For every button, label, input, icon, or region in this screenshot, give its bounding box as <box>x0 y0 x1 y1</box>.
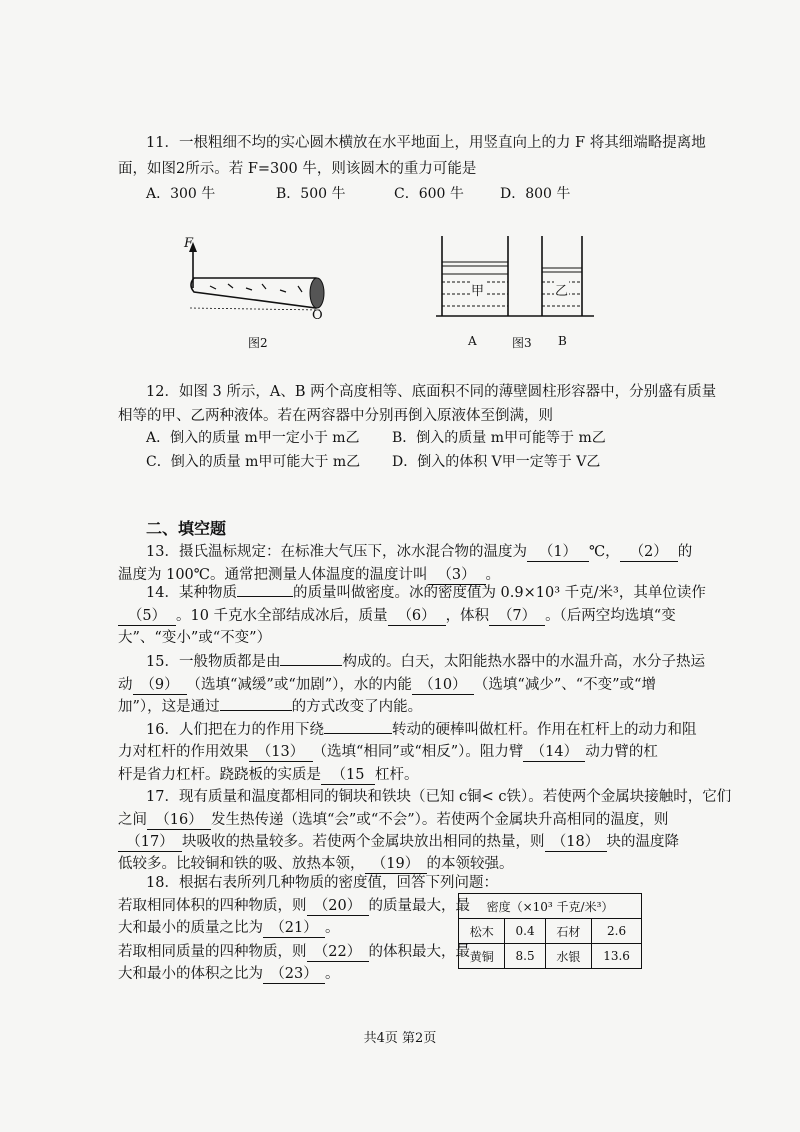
q11-option-a: A．300 牛 <box>146 186 216 202</box>
q12-option-d: D．倒入的体积 V甲一定等于 V乙 <box>392 454 601 470</box>
figure-3-liquid-jia: 甲 <box>470 280 485 299</box>
blank-17: （17） <box>118 834 182 852</box>
figure-3-container-b: B <box>558 334 567 348</box>
q12-stem-line1: 12．如图 3 所示，A、B 两个高度相等、底面积不同的薄壁圆柱形容器中，分别盛有质量 <box>146 384 717 400</box>
table-cell: 8.5 <box>505 944 545 969</box>
q11-option-b: B．500 牛 <box>276 186 346 202</box>
density-table <box>458 893 642 969</box>
q12-option-b: B．倒入的质量 m甲可能等于 m乙 <box>392 430 606 446</box>
figure-3-caption: 图3 <box>512 336 532 350</box>
figure-2-pivot-label: O <box>312 308 323 323</box>
q18-line2: 大和最小的质量之比为 （21） 。 <box>118 920 340 936</box>
q16-line3: 杆是省力杠杆。跷跷板的实质是 （15 杠杆。 <box>118 767 419 783</box>
table-row <box>459 944 642 969</box>
q11-stem-line2: 面，如图2所示。若 F=300 牛，则该圆木的重力可能是 <box>118 161 477 177</box>
q17-line3: （17） 块吸收的热量较多。若使两个金属块放出相同的热量，则 （18） 块的温度降 <box>118 832 679 852</box>
blank-2: （2） <box>620 544 678 562</box>
q17-line4: 低较多。比较铜和铁的吸、放热本领， （19） 的本领较强。 <box>118 856 514 872</box>
q18-stem: 18．根据右表所列几种物质的密度值，回答下列问题： <box>146 875 498 891</box>
table-cell: 13.6 <box>592 944 642 969</box>
q11-option-c: C．600 牛 <box>394 186 464 202</box>
q14-line2: （5） 。10 千克水全部结成冰后，质量 （6） ，体积 （7） 。（后两空均选填“变 <box>118 606 676 626</box>
table-cell: 黄铜 <box>459 944 505 969</box>
q18-line4: 大和最小的体积之比为 （23） 。 <box>118 966 340 982</box>
q11-stem-line1: 11．一根粗细不均的实心圆木横放在水平地面上，用竖直向上的力 F 将其细端略提离地 <box>146 135 706 151</box>
section-fill-in-title: 二、填空题 <box>146 519 227 538</box>
figure-3-container-a: A <box>468 334 477 348</box>
q13-line1: 13．摄氏温标规定：在标准大气压下，冰水混合物的温度为 （1） ℃， （2） 的 <box>146 544 693 560</box>
blank-9: （9） <box>133 677 187 695</box>
q17-line2: 之间 （16） 发生热传递（选填“会”或“不会”）。若使两个金属块升高相同的温度，则 <box>118 812 669 828</box>
blank-4 <box>237 596 293 597</box>
blank-20: （20） <box>307 898 369 916</box>
blank-5: （5） <box>118 608 176 626</box>
q13-line2: 温度为 100℃。通常把测量人体温度的温度计叫 （3） 。 <box>118 567 501 583</box>
q16-line1: 16．人们把在力的作用下绕 转动的硬棒叫做杠杆。作用在杠杆上的动力和阻 <box>146 722 697 738</box>
q12-stem-line2: 相等的甲、乙两种液体。若在两容器中分别再倒入原液体至倒满，则 <box>118 408 553 424</box>
table-cell: 0.4 <box>505 919 545 944</box>
table-cell: 松木 <box>459 919 505 944</box>
blank-1: （1） <box>527 544 589 562</box>
blank-13: （13） <box>249 744 313 762</box>
q12-option-c: C．倒入的质量 m甲可能大于 m乙 <box>146 454 361 470</box>
blank-21: （21） <box>263 920 325 938</box>
q18-line3: 若取相同质量的四种物质，则 （22） 的体积最大，最 <box>118 944 470 960</box>
blank-3: （3） <box>428 567 486 585</box>
blank-15: （15 <box>321 767 375 785</box>
figure-3-liquid-yi: 乙 <box>554 280 569 299</box>
q15-line1: 15．一般物质都是由 构成的。白天，太阳能热水器中的水温升高，水分子热运 <box>146 654 705 670</box>
blank-19: （19） <box>365 856 427 874</box>
q14-line3: 大”、“变小”或“不变”） <box>118 630 272 646</box>
blank-11 <box>220 710 292 711</box>
page-footer: 共4页 第2页 <box>363 1031 437 1046</box>
table-cell: 2.6 <box>592 919 642 944</box>
blank-12 <box>324 733 392 734</box>
blank-22: （22） <box>307 944 369 962</box>
blank-8 <box>280 665 342 666</box>
blank-23: （23） <box>263 966 325 984</box>
q17-line1: 17．现有质量和温度都相同的铜块和铁块（已知 c铜< c铁）。若使两个金属块接触时，它们 <box>146 789 732 805</box>
q15-line3: 加”），这是通过 的方式改变了内能。 <box>118 699 423 715</box>
q12-option-a: A．倒入的质量 m甲一定小于 m乙 <box>146 430 360 446</box>
blank-6: （6） <box>388 608 446 626</box>
figure-2-caption: 图2 <box>248 336 268 350</box>
q15-line2: 动 （9） （选填“减缓”或“加剧”），水的内能 （10） （选填“减少”、“不变”或“增 <box>118 677 656 693</box>
blank-10: （10） <box>412 677 474 695</box>
figure-2-force-label: F <box>184 236 194 251</box>
table-row <box>459 919 642 944</box>
q14-line1: 14．某种物质 的质量叫做密度。冰的密度值为 0.9×10³ 千克/米³，其单位读作 <box>146 585 706 601</box>
q18-line1: 若取相同体积的四种物质，则 （20） 的质量最大，最 <box>118 898 470 914</box>
blank-16: （16） <box>147 812 211 830</box>
blank-18: （18） <box>545 834 607 852</box>
blank-7: （7） <box>489 608 545 626</box>
density-table-header: 密度（×10³ 千克/米³） <box>459 894 642 919</box>
table-cell: 水银 <box>545 944 591 969</box>
q16-line2: 力对杠杆的作用效果 （13） （选填“相同”或“相反”）。阻力臂 （14） 动力臂的杠 <box>118 744 658 760</box>
table-cell: 石材 <box>545 919 591 944</box>
blank-14: （14） <box>523 744 585 762</box>
figure-3-containers-diagram <box>436 228 596 324</box>
q11-option-d: D．800 牛 <box>500 186 571 202</box>
